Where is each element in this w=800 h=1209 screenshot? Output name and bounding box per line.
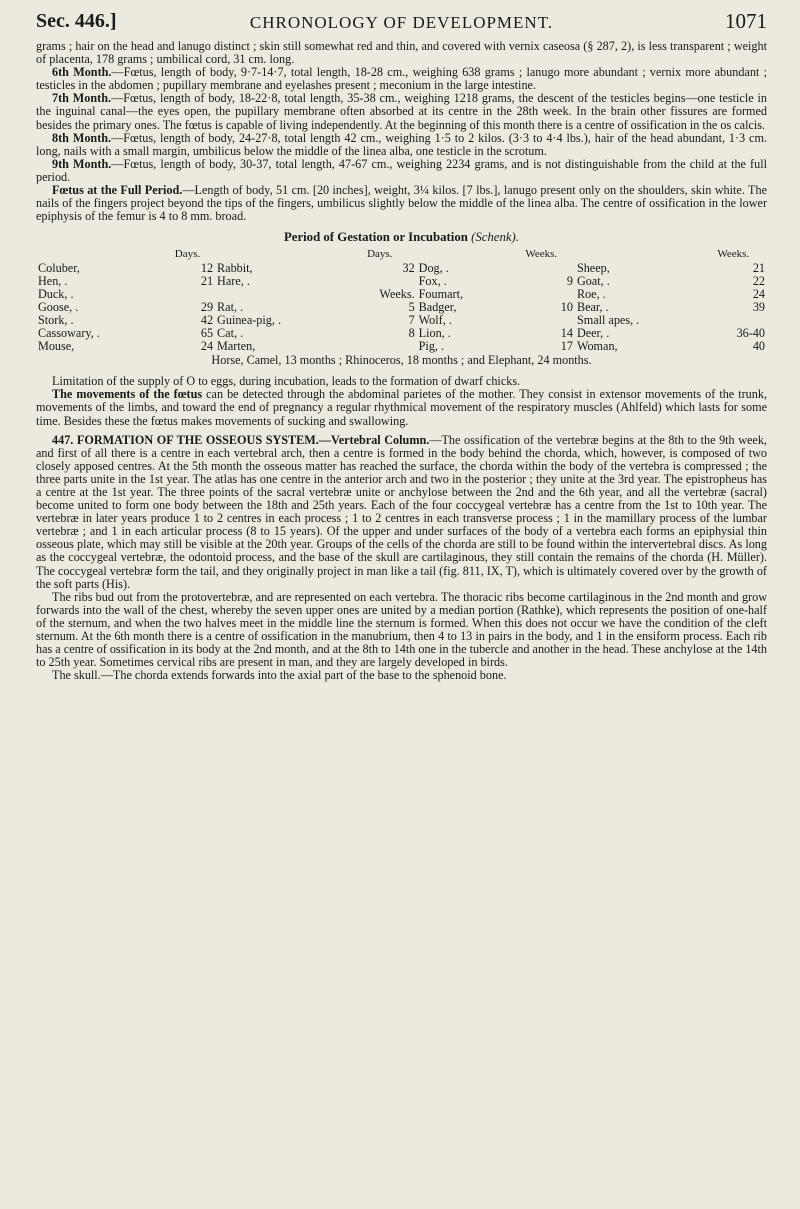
- month-paragraph: [36, 158, 767, 184]
- gestation-row: [36, 288, 767, 301]
- gestation-animal: Hen, .: [38, 273, 68, 288]
- gestation-animal: Wolf, .: [418, 312, 452, 327]
- ribs-paragraph: The ribs bud out from the protovertebræ, and are represented on each vertebra. The thoracic ribs become cartilaginous in the 2nd month and grow forwards into the wall of the chest, whereby the seven upper ones are united by a median portion (Rathke), which represents the position of one-half of the sternum, and when the two halves meet in the middle line the sternum is formed. When this does not occur we have the condition of the cleft sternum. At the 6th month there is a centre of ossification in the manubrium, then 4 to 13 in pairs in the body, and 1 in the ensiform process. Each rib has a centre of ossification in its body at the 2nd month, and at the 8th to 14th one in the tubercle and another in the head. These anchylose at the 14th to 25th year. Sometimes cervical ribs are present in man, and they are largely developed in birds.: [36, 589, 767, 670]
- gestation-row: [36, 340, 767, 353]
- gestation-animal: Woman,: [576, 339, 618, 354]
- gestation-animal: Foumart,: [418, 286, 464, 301]
- gestation-value: 22: [752, 273, 765, 288]
- gestation-value: 10: [560, 299, 573, 314]
- gestation-animal: [215, 288, 343, 301]
- gestation-animal: Duck, .: [38, 286, 74, 301]
- month-paragraph: [36, 92, 767, 131]
- month-label: 7th Month.: [52, 91, 112, 106]
- gestation-animal: Marten,: [217, 339, 256, 354]
- gestation-animal: Small apes, .: [576, 312, 640, 327]
- gestation-animal: Fox, .: [418, 273, 447, 288]
- gestation-animal: Lion, .: [418, 325, 451, 340]
- gestation-value: 12: [200, 260, 214, 275]
- skull-paragraph: The skull.—The chorda extends forwards into the axial part of the base to the sphenoid bone.: [52, 668, 507, 683]
- gestation-animal: Coluber,: [38, 260, 80, 275]
- gestation-animal: Badger,: [418, 299, 457, 314]
- gestation-col-header: Weeks.: [525, 248, 558, 261]
- month-text: —Fœtus, length of body, 9·7-14·7, total length, 18-28 cm., weighing 638 grams ; lanugo more abundant ; vernix more abundant ; testicles in the abdomen ; pupillary membrane and eyelashes present ; meconium in the large intestine.: [36, 65, 767, 93]
- gestation-animal: Dog, .: [418, 260, 449, 275]
- gestation-col-header: [575, 248, 700, 261]
- gestation-value: 36-40: [736, 325, 765, 340]
- month-paragraph: [36, 132, 767, 158]
- gestation-col-header: Weeks.: [717, 248, 750, 261]
- gestation-title: Period of Gestation or Incubation (Schenk).: [283, 230, 520, 245]
- gestation-value: [508, 288, 575, 301]
- gestation-row: [36, 262, 767, 275]
- limitation-paragraph: Limitation of the supply of O to eggs, during incubation, leads to the formation of dwarf chicks.: [52, 374, 521, 389]
- month-list: [36, 66, 767, 223]
- gestation-animal: Rat, .: [217, 299, 244, 314]
- gestation-value: 8: [408, 325, 415, 340]
- section-reference: Sec. 446.]: [36, 10, 117, 32]
- movements-paragraph: The movements of the fœtus can be detected through the abdominal parietes of the mother. They consist in extensor movements of the trunk, movements of the limbs, and toward the end of pregnancy a regular rhythmical movement of the respiratory muscles (Ahlfeld) which lasts for some time. Besides these the fœtus makes movements of sucking and swallowing.: [36, 387, 767, 428]
- gestation-animal: Deer, .: [576, 325, 610, 340]
- gestation-value: 24: [752, 286, 765, 301]
- gestation-animal: Goat, .: [576, 273, 610, 288]
- gestation-row: [36, 327, 767, 340]
- gestation-value: 29: [200, 299, 214, 314]
- gestation-animal: Pig, .: [418, 339, 445, 354]
- gestation-col-header: [215, 248, 343, 261]
- month-text: —Fœtus, length of body, 30-37, total length, 47-67 cm., weighing 2234 grams, and is not distinguishable from the child at the full period.: [36, 156, 767, 184]
- gestation-value: 7: [408, 312, 415, 327]
- gestation-value: 24: [200, 339, 214, 354]
- gestation-value: Weeks.: [379, 286, 415, 301]
- gestation-value: [508, 262, 575, 275]
- gestation-animal: Cassowary, .: [38, 325, 100, 340]
- gestation-row: [36, 275, 767, 288]
- gestation-animal: Hare, .: [217, 273, 250, 288]
- gestation-value: 42: [200, 312, 214, 327]
- month-text: —Fœtus, length of body, 18-22·8, total length, 35-38 cm., weighing 1218 grams, the descent of the testicles begins—one testicle in the inguinal canal—the eyes open, the pupillary membrane often absorbed at its centre in the 28th week. In the brain other fissures are formed besides the primary ones. The fœtus is capable of living independently. At the beginning of this month there is a centre of ossification in the os calcis.: [36, 91, 767, 132]
- month-text: —Length of body, 51 cm. [20 inches], weight, 3¼ kilos. [7 lbs.], lanugo present only on the shoulders, skin white. The nails of the fingers project beyond the tips of the fingers, umbilicus slightly below the middle of the linea alba. The centre of ossification in the lower epiphysis of the femur is 4 to 8 mm. broad.: [36, 183, 767, 224]
- gestation-animal: Roe, .: [576, 286, 606, 301]
- gestation-col-header: Days.: [367, 248, 393, 261]
- gestation-table: [36, 248, 767, 353]
- gestation-animal: Guinea-pig, .: [217, 312, 282, 327]
- gestation-animal: Stork, .: [38, 312, 74, 327]
- gestation-value: 21: [752, 260, 765, 275]
- month-label: 6th Month.: [52, 65, 112, 80]
- gestation-value: [343, 275, 417, 288]
- month-paragraph: [36, 184, 767, 223]
- month-label: 8th Month.: [52, 130, 112, 145]
- gestation-value: 32: [402, 260, 415, 275]
- gestation-value: 65: [200, 325, 214, 340]
- intro-paragraph: grams ; hair on the head and lanugo distinct ; skin still somewhat red and thin, and covered with vernix caseosa (§ 287, 2), is less transparent ; weight of placenta, 178 grams ; umbilical cord, 31 cm. long.: [36, 39, 767, 67]
- gestation-animal: Sheep,: [576, 260, 610, 275]
- gestation-value: [343, 340, 417, 353]
- running-header: [36, 6, 767, 36]
- gestation-col-header: [36, 248, 160, 261]
- chapter-title: CHRONOLOGY OF DEVELOPMENT.: [249, 13, 554, 32]
- gestation-value: [700, 314, 767, 327]
- gestation-value: 14: [560, 325, 573, 340]
- gestation-value: 5: [408, 299, 415, 314]
- page-body: [36, 40, 767, 682]
- month-label: Fœtus at the Full Period.: [52, 183, 183, 198]
- gestation-animal: Mouse,: [38, 339, 75, 354]
- gestation-value: 21: [200, 273, 214, 288]
- gestation-value: 39: [752, 299, 765, 314]
- page-number: 1071: [725, 9, 767, 33]
- month-paragraph: [36, 66, 767, 92]
- section-447-paragraph: 447. FORMATION OF THE OSSEOUS SYSTEM.—Vertebral Column.—The ossification of the vertebræ begins at the 8th to the 9th week, and first of all there is a centre in each vertebral arch, then a centre is formed in the body behind the chorda, which, however, is composed of two closely apposed centres. At the 5th month the osseous matter has reached the surface, the chorda within the body of the vertebra is compressed ; the three parts unite in the 1st year. The atlas has one centre in the anterior arch and two in the posterior ; they unite at the 3rd year. The epistropheus has a centre at the 1st year. The three points of the sacral vertebræ unite or anchylose between the 2nd and the 6th year, and all the vertebræ (sacral) become united to form one body between the 18th and 25th years. Each of the four coccygeal vertebræ has a centre from the 1st to 10th year. The vertebræ in later years produce 1 to 2 centres in each process ; 1 to 2 centres in each transverse process ; 1 in the mamillary process of the lumbar vertebræ ; and 1 in each articular process (8 to 15 years). Of the upper and under surfaces of the body of a vertebra each forms an epiphysial thin osseous plate, which may still be visible at the 20th year. Groups of the cells of the chorda are still to be found within the intervertebral discs. As long as the coccygeal vertebræ, the odontoid process, and the base of the skull are cartilaginous, they still contain the remains of the chorda (H. Müller). The coccygeal vertebræ form the tail, and they originally project in man like a tail (fig. 811, IX, T), which is ultimately covered over by the growth of the soft parts (His).: [36, 432, 767, 591]
- gestation-value: 17: [560, 339, 573, 354]
- gestation-col-header: Days.: [174, 248, 201, 261]
- gestation-animal: Bear, .: [576, 299, 609, 314]
- gestation-value: [160, 288, 215, 301]
- gestation-footer-line: Horse, Camel, 13 months ; Rhinoceros, 18 months ; and Elephant, 24 months.: [211, 353, 592, 368]
- gestation-row: [36, 314, 767, 327]
- gestation-row: [36, 301, 767, 314]
- month-text: —Fœtus, length of body, 24-27·8, total length 42 cm., weighing 1·5 to 2 kilos. (3·3 to 4·4 lbs.), hair of the head abundant, 1·3 cm. long, nails with a small margin, umbilicus below the middle of the linea alba, one testicle in the scrotum.: [36, 130, 767, 158]
- gestation-animal: Goose, .: [38, 299, 79, 314]
- gestation-col-header: [417, 248, 508, 261]
- gestation-value: [508, 314, 575, 327]
- gestation-animal: Cat, .: [217, 325, 244, 340]
- gestation-animal: Rabbit,: [217, 260, 253, 275]
- gestation-value: 9: [566, 273, 573, 288]
- month-label: 9th Month.: [52, 156, 112, 171]
- gestation-value: 40: [752, 339, 765, 354]
